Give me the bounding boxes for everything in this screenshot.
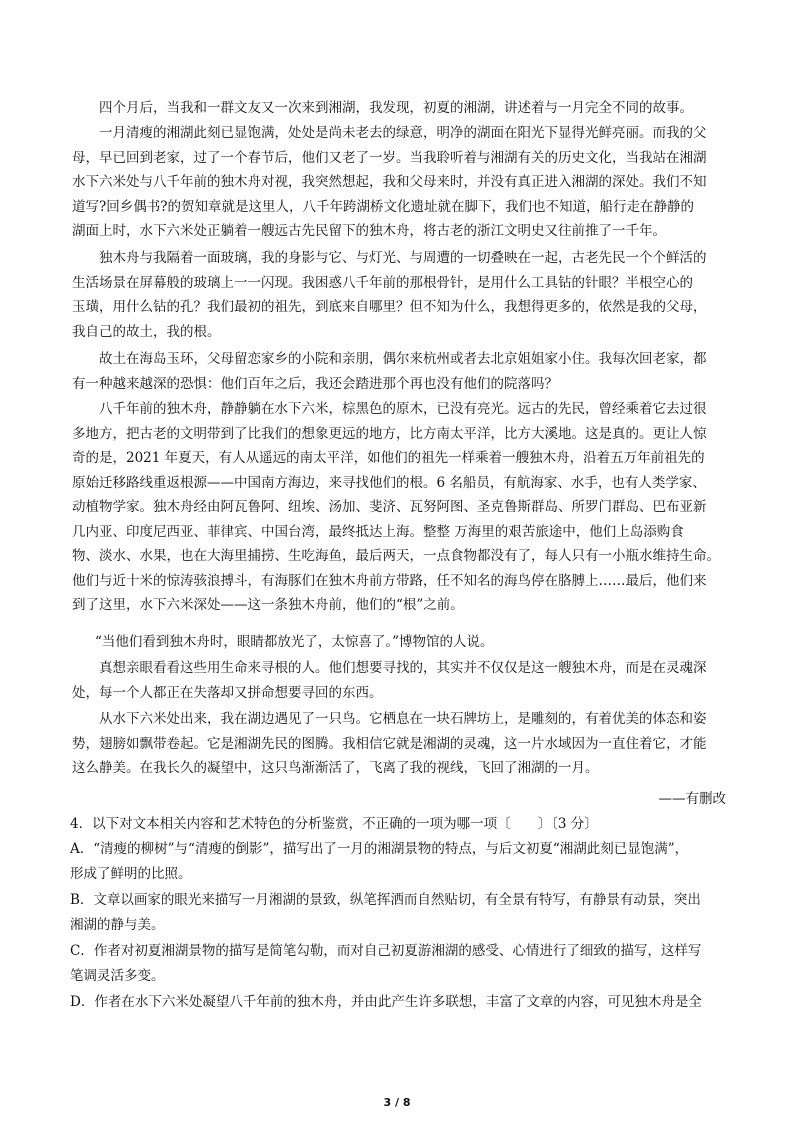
paragraph-7	[72, 656, 727, 705]
text-line: 故土在海岛玉环，父母留恋家乡的小院和亲朋，偶尔来杭州或者去北京姐姐家小住。我每次回老家，都	[99, 351, 707, 367]
text-line: 势，翅膀如飘带卷起。它是湘湖先民的图腾。我相信它就是湘湖的灵魂，这一片水域因为一直住着它，才能	[72, 735, 707, 752]
paragraph-5	[72, 397, 727, 618]
option-line: C．作者对初夏湘湖景物的描写是简笔勾勒，而对自己初夏游湘湖的感受、心情进行了细致的描写，这样写	[70, 943, 702, 959]
text-line: 从水下六米处出来，我在湖边遇见了一只鸟。它栖息在一块石牌坊上，是雕刻的，有着优美的体态和姿	[99, 711, 707, 727]
paragraph-3	[72, 246, 727, 344]
option-b	[70, 888, 730, 937]
text-line: 玉璜，用什么钻的孔？我们最初的祖先，到底来自哪里？但不知为什么，我想得更多的，依然是我的父母，	[72, 299, 707, 315]
paragraph-6	[72, 630, 727, 655]
option-line: 笔调灵活多变。	[70, 967, 165, 984]
text-line: 处，每一个人都正在失落却又拼命想要寻回的东西。	[72, 684, 383, 701]
source-note: ——有删改	[658, 791, 726, 807]
paragraph-8	[72, 707, 727, 781]
text-line: 有一种越来越深的恐惧：他们百年之后，我还会踏进那个再也没有他们的院落吗？	[72, 375, 558, 392]
text-line: 几内亚、印度尼西亚、菲律宾、中国台湾，最终抵达上海。整整 万海里的艰苦旅途中，他们上岛添购食	[72, 523, 684, 540]
text-line: 生活场景在屏幕般的玻璃上一一闪现。我困惑八千年前的那根骨针，是用什么工具钻的针眼？半根空心的	[72, 274, 693, 291]
option-c	[70, 939, 730, 988]
text-line: 这么静美。在我长久的凝望中，这只鸟渐渐活了，飞离了我的视线，飞回了湘湖的一月。	[72, 760, 599, 776]
option-d	[70, 990, 730, 1015]
page-number: 3 / 8	[383, 1096, 411, 1109]
text-line: 真想亲眼看看这些用生命来寻根的人。他们想要寻找的，其实并不仅仅是这一艘独木舟，而是在灵魂深	[99, 660, 707, 676]
text-line: 湖面上时，水下六米处正躺着一艘远古先民留下的独木舟，将古老的浙江文明史又往前推了一千年。	[72, 223, 666, 239]
text-line: 我自己的故土，我的根。	[72, 323, 221, 340]
paragraph-1	[72, 96, 727, 121]
question-stem: 4．以下对文本相关内容和艺术特色的分析鉴赏，不正确的一项为哪一项〔 〕〔3 分〕	[70, 816, 598, 832]
option-line: A．“清瘦的柳树”与“清瘦的倒影”，描写出了一月的湘湖景物的特点，与后文初夏“湘湖此刻已显饱满”，	[70, 841, 689, 857]
text-line: 他们与近十米的惊涛骇浪搏斗，有海豚们在独木舟前方带路，任不知名的海鸟停在胳膊上……最后，他们来	[72, 572, 707, 589]
text-line: 道写?回乡偶书?的贺知章就是这里人，八千年跨湖桥文化遗址就在脚下，我们也不知道，船行走在静静的	[72, 198, 694, 215]
text-line: “当他们看到独木舟时，眼睛都放光了，太惊喜了。”博物馆的人说。	[94, 634, 494, 650]
text-line: 物、淡水、水果，也在大海里捕捞、生吃海鱼，最后两天，一点食物都没有了，每人只有一小瓶水维持生命。	[72, 548, 720, 564]
option-line: B．文章以画家的眼光来描写一月湘湖的景致，纵笔挥洒而自然贴切，有全景有特写，有静景有动景，突出	[70, 892, 701, 908]
option-line: 湘湖的静与美。	[70, 916, 165, 933]
option-line: 形成了鲜明的比照。	[70, 865, 192, 882]
text-line: 多地方，把古老的文明带到了比我们的想象更远的地方，比方南太平洋，比方大溪地。这是真的。更让人惊	[72, 425, 707, 442]
option-a	[70, 837, 730, 886]
text-line: 动植物学家。独木舟经由阿瓦鲁阿、纽埃、汤加、斐济、瓦努阿图、圣克鲁斯群岛、所罗门群岛、巴布亚新	[72, 499, 707, 515]
text-line: 八千年前的独木舟，静静躺在水下六米，棕黑色的原木，已没有亮光。远古的先民，曾经乘着它去过很	[99, 401, 707, 417]
text-line: 一月清瘦的湘湖此刻已显饱满，处处是尚未老去的绿意，明净的湖面在阳光下显得光鲜亮丽。而我的父	[99, 125, 707, 141]
text-line: 水下六米处与八千年前的独木舟对视，我突然想起，我和父母来时，并没有真正进入湘湖的深处。我们不知	[72, 174, 707, 190]
text-line: 独木舟与我隔着一面玻璃，我的身影与它、与灯光、与周遭的一切叠映在一起，古老先民一个个鲜活的	[99, 250, 707, 266]
paragraph-2	[72, 121, 727, 244]
text-line: 母，早已回到老家，过了一个春节后，他们又老了一岁。当我聆听着与湘湖有关的历史文化，当我站在湘湖	[72, 149, 707, 166]
option-line: D．作者在水下六米处凝望八千年前的独木舟，并由此产生许多联想，丰富了文章的内容，可见独木舟是全	[70, 994, 702, 1010]
text-line: 到了这里，水下六米深处——这一条独木舟前，他们的“根”之前。	[72, 597, 464, 613]
text-line: 原始迁移路线重返根源——中国南方海边，来寻找他们的根。6 名船员，有航海家、水手，也有人类学家、	[72, 474, 706, 491]
paragraph-4	[72, 347, 727, 396]
text-line: 四个月后，当我和一群文友又一次来到湘湖，我发现，初夏的湘湖，讲述着与一月完全不同的故事。	[99, 100, 693, 116]
text-line: 奇的是，2021 年夏天，有人从遥远的南太平洋，如他们的祖先一样乘着一艘独木舟，沿着五万年前祖先的	[72, 450, 705, 466]
